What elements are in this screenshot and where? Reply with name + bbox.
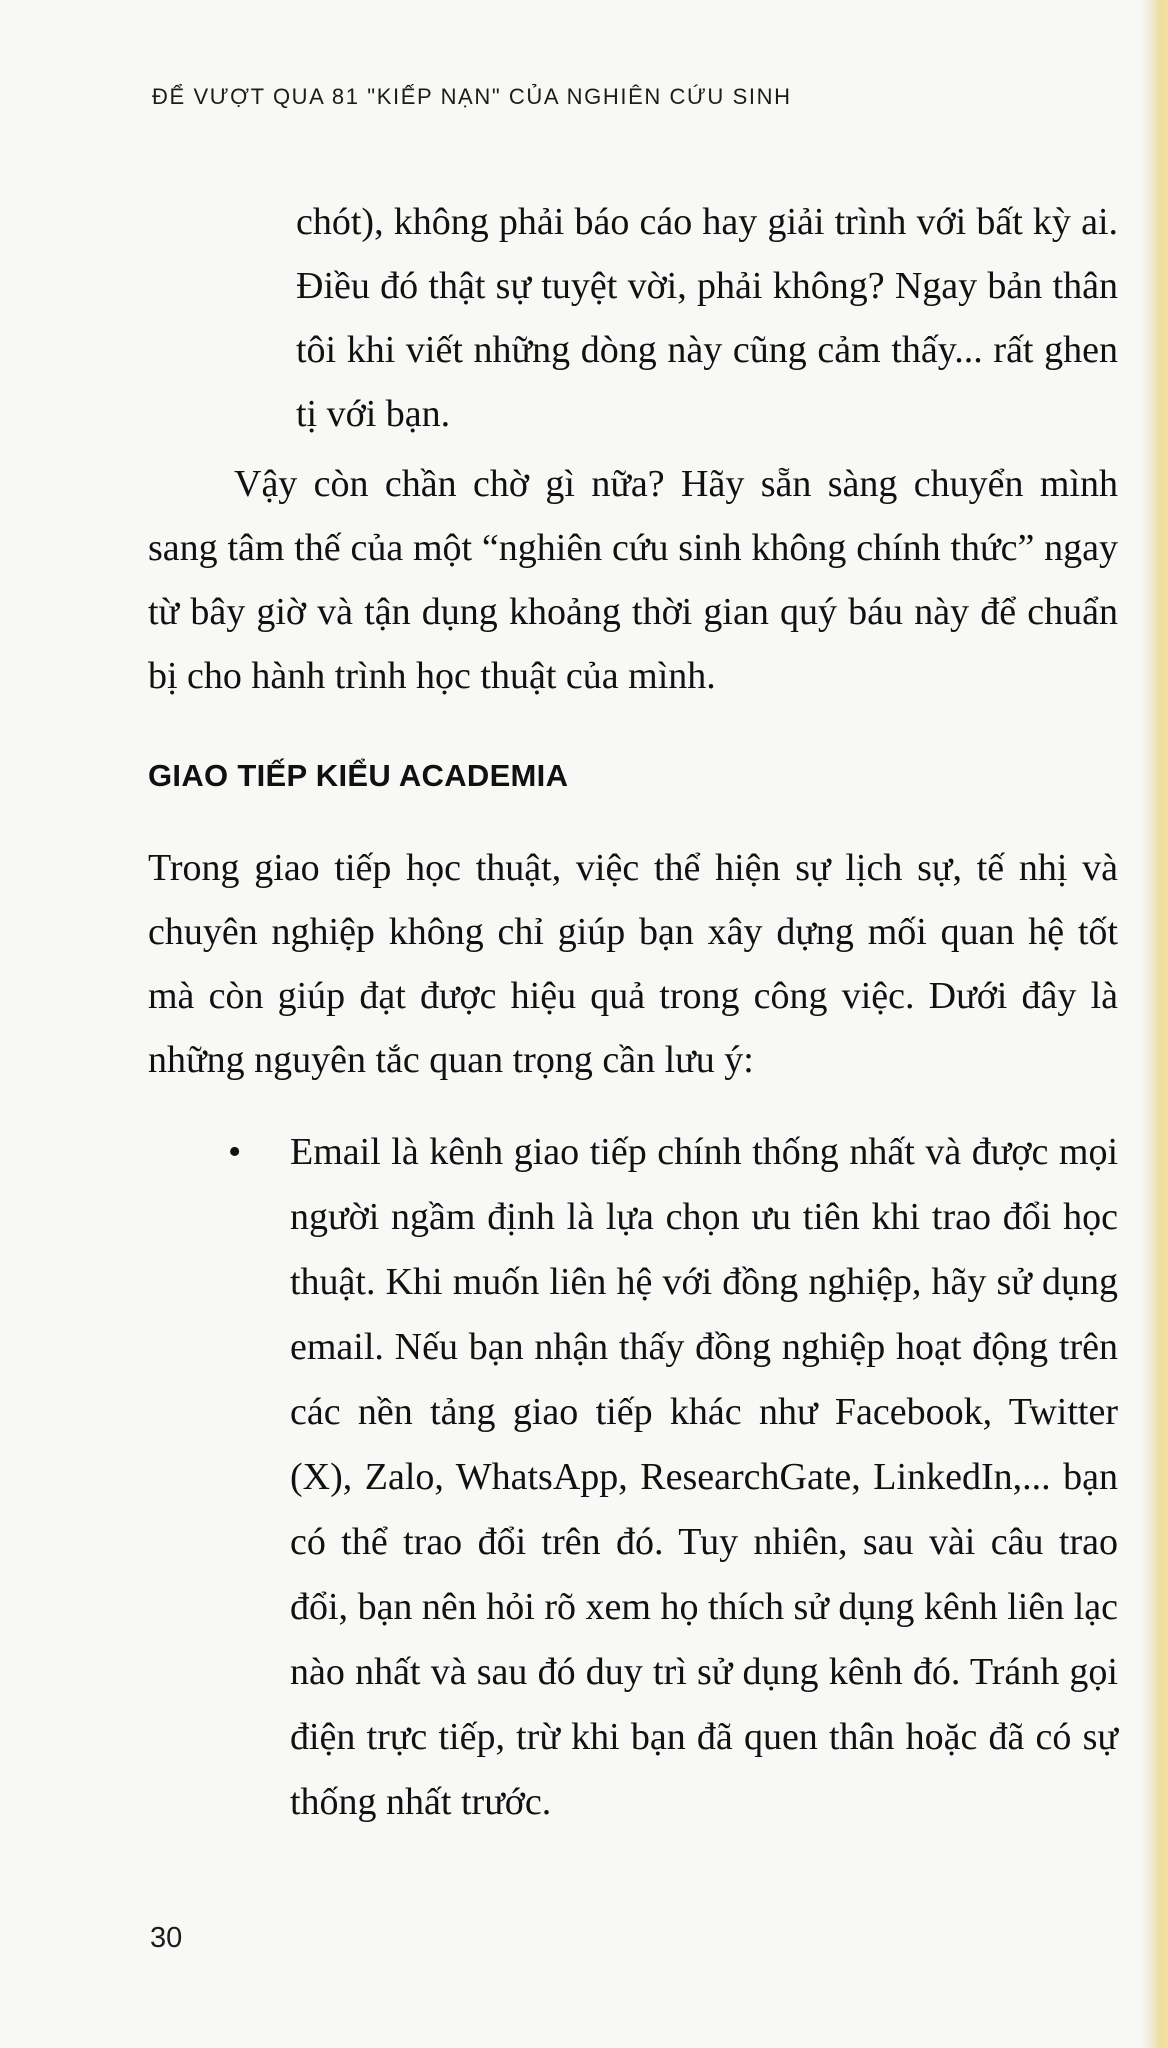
call-to-action-paragraph: Vậy còn chần chờ gì nữa? Hãy sẵn sàng chuyển mình sang tâm thế của một “nghiên cứu sinh không chính thức” ngay từ bây giờ và tận dụng khoảng thời gian quý báu này để chuẩn bị cho hành trình học thuật của mình. [148,463,1118,697]
bullet-icon: • [228,1131,242,1173]
page-number: 30 [150,1922,183,1954]
list-item [148,1120,1118,1835]
intro-paragraph: Trong giao tiếp học thuật, việc thể hiện sự lịch sự, tế nhị và chuyên nghiệp không chỉ giúp bạn xây dựng mối quan hệ tốt mà còn giúp đạt được hiệu quả trong công việc. Dưới đây là những nguyên tắc quan trọng cần lưu ý: [148,847,1118,1081]
section-heading: GIAO TIẾP KIỂU ACADEMIA [148,758,569,793]
list-item-text: Email là kênh giao tiếp chính thống nhất và được mọi người ngầm định là lựa chọn ưu tiên khi trao đổi học thuật. Khi muốn liên hệ với đồng nghiệp, hãy sử dụng email. Nếu bạn nhận thấy đồng nghiệp hoạt động trên các nền tảng giao tiếp khác như Facebook, Twitter (X), Zalo, WhatsApp, ResearchGate, LinkedIn,... bạn có thể trao đổi trên đó. Tuy nhiên, sau vài câu trao đổi, bạn nên hỏi rõ xem họ thích sử dụng kênh liên lạc nào nhất và sau đó duy trì sử dụng kênh đó. Tránh gọi điện trực tiếp, trừ khi bạn đã quen thân hoặc đã có sự thống nhất trước. [290,1131,1118,1823]
guideline-list [148,1120,1118,1835]
running-head-title: ĐỂ VƯỢT QUA 81 "KIẾP NẠN" CỦA NGHIÊN CỨU SINH [152,84,792,109]
continuation-paragraph: chót), không phải báo cáo hay giải trình với bất kỳ ai. Điều đó thật sự tuyệt vời, phải không? Ngay bản thân tôi khi viết những dòng này cũng cảm thấy... rất ghen tị với bạn. [296,201,1118,435]
